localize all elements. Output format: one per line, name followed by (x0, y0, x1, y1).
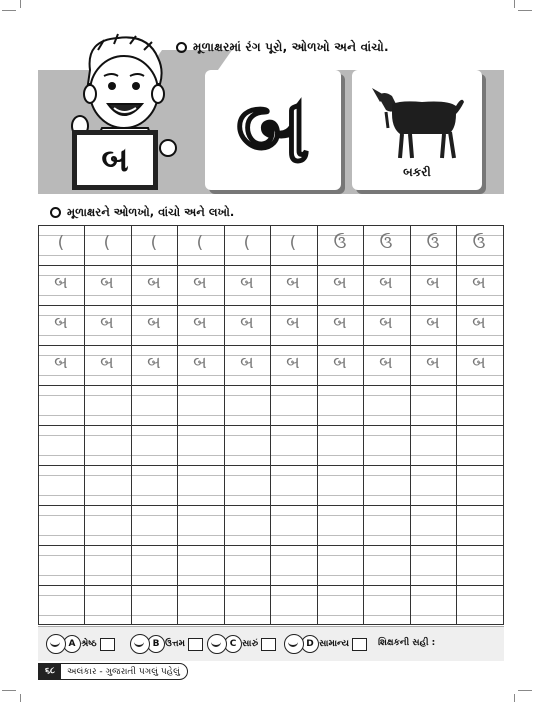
grid-line (38, 255, 504, 256)
grid-line (38, 555, 504, 556)
goat-image (352, 74, 482, 174)
grid-line (38, 425, 504, 426)
grid-line (38, 624, 504, 625)
crop-mark (2, 10, 16, 11)
smiley-icon (207, 634, 227, 654)
rating-label: સારું (242, 639, 259, 649)
trace-letter: બ (147, 353, 161, 373)
grid-line (38, 615, 504, 616)
trace-letter: બ (379, 313, 393, 333)
page-number: ૬૮ (39, 664, 61, 679)
bullet-icon (50, 207, 61, 218)
trace-letter: બ (240, 353, 254, 373)
rating-label: ઉત્તમ (165, 639, 186, 649)
grid-line (38, 465, 504, 466)
crop-mark (518, 690, 532, 691)
grid-line (38, 375, 504, 376)
grid-line (38, 595, 504, 596)
grid-line (38, 455, 504, 456)
rating-label: શ્રેષ્ઠ (81, 639, 97, 649)
trace-letter: બ (333, 353, 347, 373)
book-title: અલંકાર - ગુજરાતી પગલું પહેલું (67, 666, 180, 677)
grid-line (38, 515, 504, 516)
trace-letter: બ (240, 273, 254, 293)
rating-d (284, 634, 367, 654)
trace-letter: બ (426, 313, 440, 333)
picture-panel (352, 70, 482, 190)
slate-board (72, 130, 158, 190)
trace-letter: બ (472, 273, 486, 293)
trace-letter: ( (57, 233, 65, 253)
trace-letter: બ (379, 273, 393, 293)
grid-line (38, 585, 504, 586)
grid-line (38, 505, 504, 506)
trace-letter: બ (100, 313, 114, 333)
trace-letter: બ (333, 313, 347, 333)
trace-letter: બ (54, 313, 68, 333)
trace-letter: બ (54, 353, 68, 373)
rating-c (207, 634, 276, 654)
trace-letter: ઉ (472, 233, 486, 253)
grid-line (38, 345, 504, 346)
grid-line (38, 495, 504, 496)
task1-instruction: મૂળાક્ષરમાં રંગ પૂરો, ઓળખો અને વાંચો. (176, 40, 389, 55)
smiley-icon (130, 634, 150, 654)
grid-line (38, 415, 504, 416)
smiley-icon (284, 634, 304, 654)
grid-line (38, 225, 504, 226)
letter-panel (205, 70, 341, 190)
grid-line (38, 305, 504, 306)
rating-label: સામાન્ય (319, 639, 349, 649)
grid-line (503, 225, 504, 625)
trace-letter: ( (289, 233, 297, 253)
rating-checkbox[interactable] (352, 638, 367, 651)
rating-checkbox[interactable] (261, 638, 276, 651)
trace-letter: બ (426, 273, 440, 293)
grade-badge: C (224, 635, 242, 653)
trace-letter: બ (193, 353, 207, 373)
trace-letter: ( (150, 233, 158, 253)
task2-instruction: મૂળાક્ષરને ઓળખો, વાંચો અને લખો. (50, 205, 234, 220)
grade-badge: B (147, 635, 165, 653)
trace-letter: બ (426, 353, 440, 373)
trace-letter: બ (240, 313, 254, 333)
trace-letter: ઉ (333, 233, 347, 253)
trace-letter: બ (286, 313, 300, 333)
crop-mark (514, 694, 515, 702)
trace-letter: ( (243, 233, 251, 253)
trace-letter: ( (196, 233, 204, 253)
crop-mark (20, 0, 21, 8)
trace-letter: બ (147, 273, 161, 293)
trace-letter: બ (379, 353, 393, 373)
trace-letter: બ (286, 353, 300, 373)
grid-line (38, 295, 504, 296)
picture-label: બકરી (403, 165, 431, 179)
grid-line (38, 395, 504, 396)
crop-mark (20, 694, 21, 702)
grade-badge: A (63, 635, 81, 653)
rating-a (46, 634, 115, 654)
rating-b (130, 634, 203, 654)
grid-line (38, 535, 504, 536)
trace-letter: ઉ (379, 233, 393, 253)
practice-grid (38, 225, 504, 625)
footer-bar (38, 663, 188, 680)
trace-letter: બ (54, 273, 68, 293)
crop-mark (514, 0, 515, 8)
trace-letter: બ (333, 273, 347, 293)
grade-badge: D (301, 635, 319, 653)
trace-letter: ( (103, 233, 111, 253)
rating-checkbox[interactable] (100, 638, 115, 651)
grid-line (38, 265, 504, 266)
grid-line (38, 545, 504, 546)
grid-line (38, 335, 504, 336)
trace-letter: બ (193, 313, 207, 333)
smiley-icon (46, 634, 66, 654)
trace-letter: બ (472, 313, 486, 333)
slate-letter: બ (77, 135, 153, 185)
big-outline-letter: બ (236, 76, 310, 183)
crop-mark (518, 10, 532, 11)
rating-checkbox[interactable] (188, 638, 203, 651)
trace-letter: બ (193, 273, 207, 293)
trace-letter: બ (472, 353, 486, 373)
grid-line (38, 435, 504, 436)
teacher-signature-label: શિક્ષકની સહી : (378, 638, 436, 648)
crop-mark (2, 690, 16, 691)
grid-line (38, 385, 504, 386)
grid-line (38, 575, 504, 576)
grid-line (38, 475, 504, 476)
trace-letter: બ (286, 273, 300, 293)
trace-letter: ઉ (426, 233, 440, 253)
trace-letter: બ (100, 353, 114, 373)
trace-letter: બ (100, 273, 114, 293)
trace-letter: બ (147, 313, 161, 333)
